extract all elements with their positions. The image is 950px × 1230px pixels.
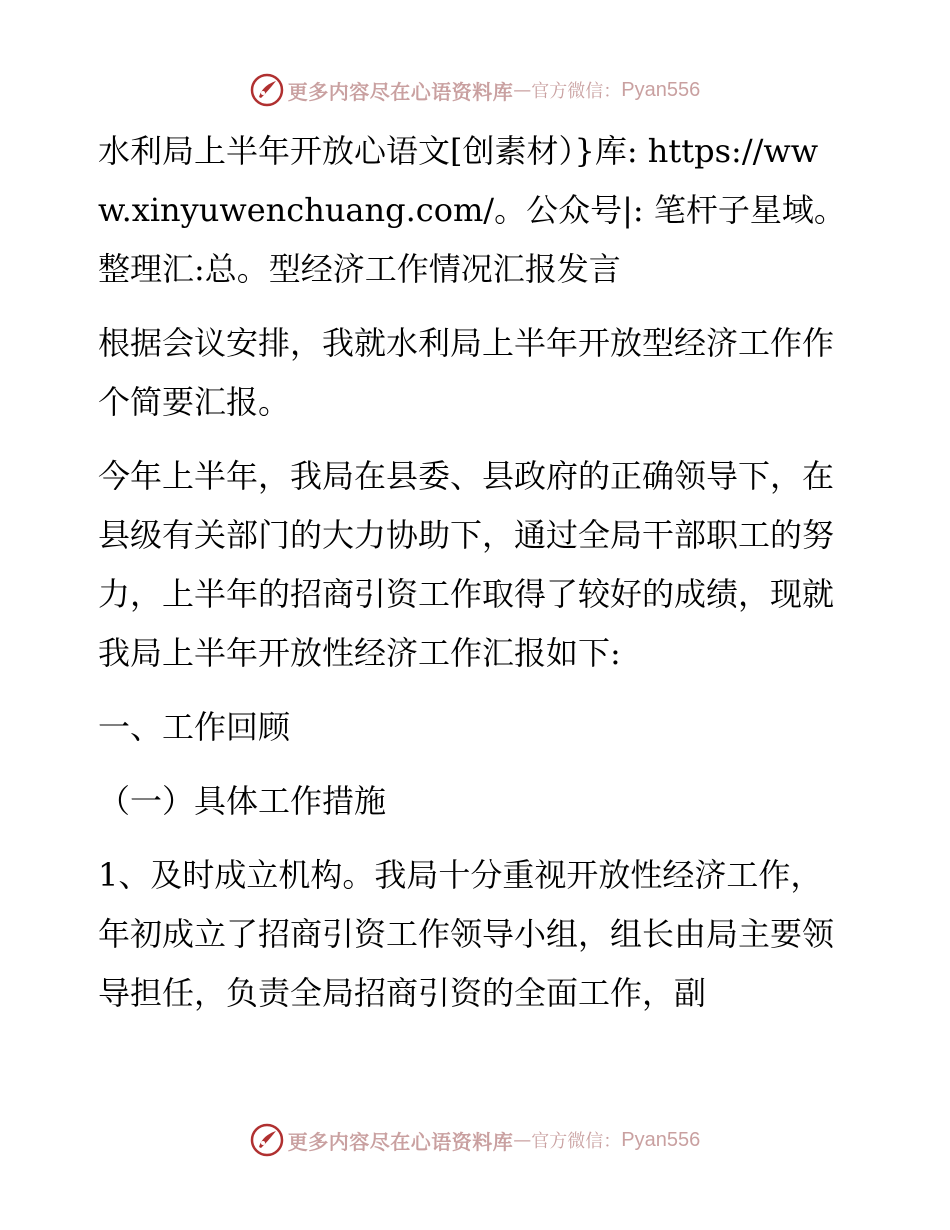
subsection-heading: （一）具体工作措施 <box>98 782 387 820</box>
paragraph-overview: 今年上半年，我局在县委、县政府的正确领导下，在县级有关部门的大力协助下，通过全局干部职工的努力，上半年的招商引资工作取得了较好的成绩，现就我局上半年开放性经济工作汇报如下: <box>98 457 835 672</box>
watermark-wechat-label: 官方微信： <box>531 1131 622 1152</box>
watermark-wechat-id: Pyan556 <box>621 78 701 101</box>
header-watermark <box>0 70 950 110</box>
brand-logo-icon <box>250 73 284 107</box>
watermark-brand: 更多内容尽在心语资料库 <box>287 1129 514 1154</box>
paragraph-measure-1: 1、及时成立机构。我局十分重视开放性经济工作，年初成立了招商引资工作领导小组，组长由局主要领导担任，负责全局招商引资的全面工作，副 <box>98 856 835 1012</box>
footer-watermark <box>0 1120 950 1160</box>
watermark-brand: 更多内容尽在心语资料库 <box>287 79 514 104</box>
paragraph-title: 水利局上半年开放心语文[创素材）}库: https://www.xinyuwenchuang.com/。公众号|: 笔杆子星域。整理汇:总。型经济工作情况汇报发言 <box>98 132 846 288</box>
brand-logo-icon <box>250 1123 284 1157</box>
watermark-dash: — <box>513 1129 532 1151</box>
paragraph-intro: 根据会议安排，我就水利局上半年开放型经济工作作个简要汇报。 <box>98 324 835 421</box>
watermark-wechat-id: Pyan556 <box>621 1128 701 1151</box>
watermark-wechat-label: 官方微信： <box>531 81 622 102</box>
document-body <box>98 122 850 1038</box>
watermark-dash: — <box>513 79 532 101</box>
section-heading: 一、工作回顾 <box>98 708 291 746</box>
